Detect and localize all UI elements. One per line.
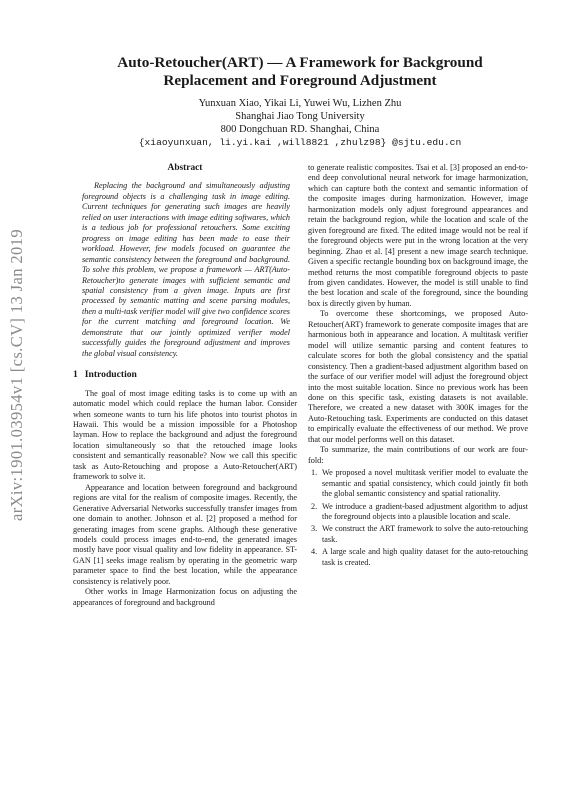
list-item-text: We proposed a novel multitask verifier model to evaluate the semantic and spatial consistency, which could jointly fit both the global semantic consistency and spatial rationality. <box>322 468 528 499</box>
intro-paragraph-3: Other works in Image Harmonization focus on adjusting the appearances of foreground and background <box>73 587 297 607</box>
list-item-text: We construct the ART framework to solve the auto-retouching task. <box>322 524 528 544</box>
list-item-text: We introduce a gradient-based adjustment algorithm to adjust the foreground objects into a plausible location and scale. <box>322 501 528 521</box>
arxiv-stamp <box>4 160 30 590</box>
paper-title <box>40 54 560 90</box>
right-column <box>308 163 528 570</box>
list-item-number: 2. <box>311 501 318 511</box>
list-item <box>308 502 528 523</box>
list-item-text: A large scale and high quality dataset for the auto-retouching task is created. <box>322 547 528 567</box>
address: 800 Dongchuan RD. Shanghai, China <box>220 124 380 135</box>
intro-paragraph-1: The goal of most image editing tasks is to come up with an automatic model which could replace the human labor. Consider when someone wants to turn his life photos into tourist photos in Hawaii. This would be a mission impossible for a Photoshop layman. How to replace the background and adjust the foreground location simultaneously so that the retouched image looks consistent and semantically reasonable? Now we call this specific task as Auto-Retouching and propose a Auto-Retoucher(ART) framework to solve it. <box>73 388 297 482</box>
list-item-number: 4. <box>311 547 318 557</box>
list-item <box>308 547 528 568</box>
section-heading-introduction <box>73 370 297 380</box>
list-item <box>308 524 528 545</box>
list-item <box>308 468 528 499</box>
arxiv-stamp-text: arXiv:1901.03954v1 [cs.CV] 13 Jan 2019 <box>7 228 27 522</box>
section-title: Introduction <box>84 369 137 381</box>
author-block <box>40 97 560 149</box>
author-names: Yunxuan Xiao, Yikai Li, Yuwei Wu, Lizhen Zhu <box>198 98 402 109</box>
right-paragraph-2: To overcome these shortcomings, we proposed Auto-Retoucher(ART) framework to generate composite images that are harmonious both in appearance and location. A multitask verifier model will utilize semantic parsing and content features to calculate scores for both the global consistency and the spatial consistency. Then a gradient-based adjustment algorithm based on the surface of our verifier model will adjust the foreground object into the most suitable location. Since no previous work has been done on this specific task, existing datasets is not available. Therefore, we created a new dataset with 300K images for the Auto-Retouching task. Experiments are conducted on this dataset to empirically evaluate the effectiveness of our method. We prove that our model performs well on this dataset. <box>308 309 528 444</box>
list-item-number: 1. <box>311 468 318 478</box>
intro-paragraph-2: Appearance and location between foreground and background regions are vital for the realism of composite images. Recently, the Generative Adversarial Networks successfully transfer images from one domain to another. Johnson et al. [2] proposed a method for generating images from scene graphs. Although these generative models could process images end-to-end, the generated images mostly have poor visual quality and low fidelity in appearance. ST-GAN [1] seeks image realism by operating in the geometric warp parameter space to find the best location, while the appearance consistency is relatively poor. <box>73 482 297 586</box>
right-paragraph-1: to generate realistic composites. Tsai et al. [3] proposed an end-to-end deep convolutional neural network for image harmonization, which can capture both the context and semantic information of the composite images during harmonization. However, image harmonization models only adjust foreground appearances and retain the background region, while the location and scale of the given foreground are fixed. The edited image would not be real if the foreground objects were put in the wrong location at the very beginning. Zhao et al. [4] present a new image search technique. Given a specific rectangle bounding box on background image, the method returns the most compatible foreground objects to paste from given candidates. However, the model is still unable to find the best location and scale of the foreground, since the bounding box is directly given by human. <box>308 163 528 308</box>
section-number: 1 <box>73 369 78 381</box>
abstract <box>73 181 297 359</box>
affiliation: Shanghai Jiao Tong University <box>235 111 365 122</box>
abstract-heading: Abstract <box>167 163 203 173</box>
title-line-2: Replacement and Foreground Adjustment <box>163 72 437 89</box>
author-emails: {xiaoyunxuan, li.yi.kai ,will8821 ,zhulz98} @sjtu.edu.cn <box>138 137 462 148</box>
title-line-1: Auto-Retoucher(ART) — A Framework for Background <box>117 54 483 71</box>
list-item-number: 3. <box>311 524 318 534</box>
left-column <box>73 163 297 608</box>
abstract-text: Replacing the background and simultaneously adjusting foreground objects is a challenging task in image editing. Current techniques for generating such images are heavily relied on user interactions with image editing softwares, which is a tedious job for professional retouchers. Some exciting progress on image editing has been made to ease their workload. However, few models focused on guarantee the semantic consistency between the foreground and background. To solve this problem, we propose a framework — ART(Auto-Retoucher)to generate images with sufficient semantic and spatial consistency from a given image. Inputs are first processed by semantic matting and scene parsing modules, then a multi-task verifier model will give two confidence scores for the current matching and foreground location. We demonstrate that our jointly optimized verifier model successfully guides the foreground adjustment and improves the global visual consistency. <box>82 181 290 358</box>
contributions-list <box>308 468 528 568</box>
right-paragraph-3: To summarize, the main contributions of our work are four-fold: <box>308 445 528 465</box>
